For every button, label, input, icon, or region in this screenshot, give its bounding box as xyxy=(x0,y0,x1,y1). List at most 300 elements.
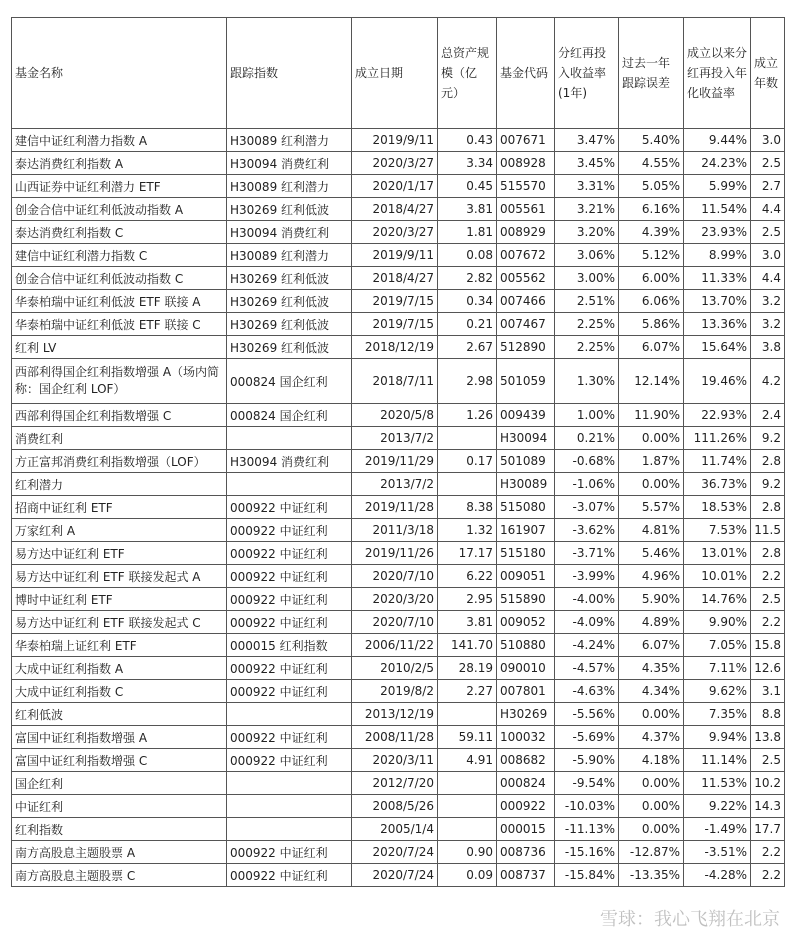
cell-fund-code: 501059 xyxy=(497,359,555,404)
cell-annualized-return: -3.51% xyxy=(684,841,751,864)
cell-years: 2.2 xyxy=(751,565,785,588)
cell-inception-date: 2006/11/22 xyxy=(352,634,438,657)
cell-tracking-error: 5.05% xyxy=(619,175,684,198)
cell-fund-code: 009439 xyxy=(497,404,555,427)
cell-fund-code: 512890 xyxy=(497,336,555,359)
cell-total-assets: 0.17 xyxy=(438,450,497,473)
cell-inception-date: 2018/12/19 xyxy=(352,336,438,359)
cell-inception-date: 2010/2/5 xyxy=(352,657,438,680)
table-row xyxy=(12,703,785,726)
cell-1y-return: -3.71% xyxy=(555,542,619,565)
cell-1y-return: -0.68% xyxy=(555,450,619,473)
cell-1y-return: 1.00% xyxy=(555,404,619,427)
cell-total-assets: 2.27 xyxy=(438,680,497,703)
table-row xyxy=(12,267,785,290)
cell-annualized-return: 11.53% xyxy=(684,772,751,795)
cell-tracking-error: 4.39% xyxy=(619,221,684,244)
cell-tracking-index xyxy=(227,795,352,818)
table-row xyxy=(12,542,785,565)
cell-inception-date: 2008/11/28 xyxy=(352,726,438,749)
cell-tracking-error: 4.34% xyxy=(619,680,684,703)
cell-1y-return: 3.20% xyxy=(555,221,619,244)
cell-years: 2.7 xyxy=(751,175,785,198)
cell-tracking-index: 000922 中证红利 xyxy=(227,864,352,887)
cell-tracking-index: H30269 红利低波 xyxy=(227,267,352,290)
cell-years: 9.2 xyxy=(751,473,785,496)
cell-tracking-index: 000922 中证红利 xyxy=(227,496,352,519)
cell-inception-date: 2020/7/24 xyxy=(352,841,438,864)
cell-tracking-error: 11.90% xyxy=(619,404,684,427)
cell-years: 2.5 xyxy=(751,152,785,175)
cell-fund-code: 515570 xyxy=(497,175,555,198)
cell-total-assets: 0.34 xyxy=(438,290,497,313)
cell-tracking-error: 0.00% xyxy=(619,473,684,496)
cell-fund-name: 建信中证红利潜力指数 A xyxy=(12,129,227,152)
cell-tracking-error: 6.07% xyxy=(619,336,684,359)
table-row xyxy=(12,772,785,795)
cell-fund-code: 100032 xyxy=(497,726,555,749)
cell-1y-return: -4.57% xyxy=(555,657,619,680)
cell-years: 2.4 xyxy=(751,404,785,427)
cell-fund-code: 007671 xyxy=(497,129,555,152)
cell-inception-date: 2019/11/29 xyxy=(352,450,438,473)
cell-inception-date: 2019/11/26 xyxy=(352,542,438,565)
cell-1y-return: -11.13% xyxy=(555,818,619,841)
cell-years: 2.5 xyxy=(751,588,785,611)
cell-fund-code: 510880 xyxy=(497,634,555,657)
cell-tracking-index: 000824 国企红利 xyxy=(227,359,352,404)
cell-fund-code: 161907 xyxy=(497,519,555,542)
cell-years: 3.8 xyxy=(751,336,785,359)
cell-1y-return: -15.84% xyxy=(555,864,619,887)
cell-annualized-return: 13.01% xyxy=(684,542,751,565)
cell-tracking-index: H30269 红利低波 xyxy=(227,313,352,336)
cell-fund-code: 009052 xyxy=(497,611,555,634)
cell-fund-name: 华泰柏瑞中证红利低波 ETF 联接 C xyxy=(12,313,227,336)
cell-annualized-return: 22.93% xyxy=(684,404,751,427)
cell-years: 3.2 xyxy=(751,313,785,336)
cell-fund-code: 515890 xyxy=(497,588,555,611)
cell-tracking-error: 5.86% xyxy=(619,313,684,336)
cell-years: 9.2 xyxy=(751,427,785,450)
cell-fund-name: 大成中证红利指数 C xyxy=(12,680,227,703)
cell-annualized-return: -4.28% xyxy=(684,864,751,887)
cell-total-assets: 3.81 xyxy=(438,198,497,221)
cell-tracking-error: 6.16% xyxy=(619,198,684,221)
cell-total-assets: 2.95 xyxy=(438,588,497,611)
cell-fund-name: 富国中证红利指数增强 A xyxy=(12,726,227,749)
table-row xyxy=(12,450,785,473)
cell-total-assets xyxy=(438,427,497,450)
table-row xyxy=(12,841,785,864)
cell-tracking-error: 4.35% xyxy=(619,657,684,680)
cell-tracking-index: H30089 红利潜力 xyxy=(227,175,352,198)
table-row xyxy=(12,221,785,244)
cell-years: 2.8 xyxy=(751,496,785,519)
cell-total-assets: 0.45 xyxy=(438,175,497,198)
cell-tracking-error: 4.55% xyxy=(619,152,684,175)
cell-tracking-error: 0.00% xyxy=(619,818,684,841)
cell-inception-date: 2012/7/20 xyxy=(352,772,438,795)
cell-1y-return: -3.99% xyxy=(555,565,619,588)
cell-annualized-return: 8.99% xyxy=(684,244,751,267)
cell-1y-return: 3.00% xyxy=(555,267,619,290)
cell-fund-name: 大成中证红利指数 A xyxy=(12,657,227,680)
watermark: 雪球：我心飞翔在北京 xyxy=(600,909,780,930)
cell-tracking-error: 1.87% xyxy=(619,450,684,473)
cell-inception-date: 2020/7/24 xyxy=(352,864,438,887)
cell-tracking-error: 6.07% xyxy=(619,634,684,657)
cell-1y-return: -4.63% xyxy=(555,680,619,703)
cell-tracking-index: H30089 红利潜力 xyxy=(227,129,352,152)
cell-annualized-return: 7.11% xyxy=(684,657,751,680)
cell-total-assets: 2.82 xyxy=(438,267,497,290)
cell-inception-date: 2019/11/28 xyxy=(352,496,438,519)
cell-tracking-index: 000922 中证红利 xyxy=(227,657,352,680)
cell-annualized-return: 15.64% xyxy=(684,336,751,359)
cell-fund-code: 000015 xyxy=(497,818,555,841)
cell-years: 10.2 xyxy=(751,772,785,795)
cell-tracking-index: 000922 中证红利 xyxy=(227,841,352,864)
fund-table xyxy=(11,17,785,887)
cell-fund-name: 易方达中证红利 ETF 联接发起式 A xyxy=(12,565,227,588)
cell-tracking-index: 000922 中证红利 xyxy=(227,749,352,772)
cell-fund-code: 007467 xyxy=(497,313,555,336)
table-row xyxy=(12,244,785,267)
cell-fund-name: 泰达消费红利指数 A xyxy=(12,152,227,175)
cell-inception-date: 2020/1/17 xyxy=(352,175,438,198)
cell-tracking-index: 000922 中证红利 xyxy=(227,611,352,634)
cell-total-assets: 141.70 xyxy=(438,634,497,657)
cell-total-assets: 3.34 xyxy=(438,152,497,175)
cell-annualized-return: 13.70% xyxy=(684,290,751,313)
table-row xyxy=(12,795,785,818)
cell-tracking-error: 12.14% xyxy=(619,359,684,404)
cell-tracking-index: 000922 中证红利 xyxy=(227,726,352,749)
cell-tracking-error: 5.57% xyxy=(619,496,684,519)
cell-inception-date: 2020/5/8 xyxy=(352,404,438,427)
cell-tracking-index: 000015 红利指数 xyxy=(227,634,352,657)
cell-fund-name: 中证红利 xyxy=(12,795,227,818)
cell-tracking-index xyxy=(227,427,352,450)
cell-fund-name: 招商中证红利 ETF xyxy=(12,496,227,519)
cell-tracking-error: 4.81% xyxy=(619,519,684,542)
cell-total-assets: 17.17 xyxy=(438,542,497,565)
cell-fund-code: 008928 xyxy=(497,152,555,175)
table-row xyxy=(12,198,785,221)
cell-fund-name: 易方达中证红利 ETF 联接发起式 C xyxy=(12,611,227,634)
cell-tracking-error: 6.00% xyxy=(619,267,684,290)
cell-years: 13.8 xyxy=(751,726,785,749)
cell-fund-code: H30089 xyxy=(497,473,555,496)
cell-annualized-return: 24.23% xyxy=(684,152,751,175)
table-row xyxy=(12,473,785,496)
table-row xyxy=(12,519,785,542)
cell-total-assets: 2.67 xyxy=(438,336,497,359)
table-row xyxy=(12,404,785,427)
cell-fund-name: 红利 LV xyxy=(12,336,227,359)
header-tracking-error: 过去一年跟踪误差 xyxy=(619,18,684,129)
cell-years: 3.0 xyxy=(751,129,785,152)
cell-years: 8.8 xyxy=(751,703,785,726)
cell-annualized-return: 7.53% xyxy=(684,519,751,542)
cell-tracking-error: -13.35% xyxy=(619,864,684,887)
cell-total-assets: 1.32 xyxy=(438,519,497,542)
cell-1y-return: -4.09% xyxy=(555,611,619,634)
cell-1y-return: 2.25% xyxy=(555,313,619,336)
cell-annualized-return: 7.35% xyxy=(684,703,751,726)
table-row xyxy=(12,313,785,336)
cell-total-assets: 4.91 xyxy=(438,749,497,772)
cell-1y-return: -4.24% xyxy=(555,634,619,657)
cell-tracking-index: H30269 红利低波 xyxy=(227,290,352,313)
cell-fund-name: 消费红利 xyxy=(12,427,227,450)
cell-tracking-index: 000922 中证红利 xyxy=(227,565,352,588)
cell-years: 2.2 xyxy=(751,611,785,634)
cell-annualized-return: 11.74% xyxy=(684,450,751,473)
cell-annualized-return: 13.36% xyxy=(684,313,751,336)
cell-total-assets: 0.90 xyxy=(438,841,497,864)
header-1y-return: 分红再投入收益率(1年) xyxy=(555,18,619,129)
cell-1y-return: -5.56% xyxy=(555,703,619,726)
cell-tracking-error: 4.18% xyxy=(619,749,684,772)
header-total-assets: 总资产规模（亿元） xyxy=(438,18,497,129)
cell-total-assets: 6.22 xyxy=(438,565,497,588)
cell-annualized-return: 9.62% xyxy=(684,680,751,703)
cell-annualized-return: 111.26% xyxy=(684,427,751,450)
cell-years: 3.1 xyxy=(751,680,785,703)
cell-inception-date: 2020/3/27 xyxy=(352,152,438,175)
cell-fund-code: 008737 xyxy=(497,864,555,887)
cell-inception-date: 2019/8/2 xyxy=(352,680,438,703)
cell-fund-code: 000824 xyxy=(497,772,555,795)
cell-fund-code: 090010 xyxy=(497,657,555,680)
cell-fund-code: 008682 xyxy=(497,749,555,772)
cell-fund-code: 000922 xyxy=(497,795,555,818)
cell-fund-name: 创金合信中证红利低波动指数 A xyxy=(12,198,227,221)
cell-tracking-error: 0.00% xyxy=(619,703,684,726)
cell-years: 4.2 xyxy=(751,359,785,404)
cell-fund-code: 007672 xyxy=(497,244,555,267)
table-row xyxy=(12,359,785,404)
cell-tracking-error: 5.46% xyxy=(619,542,684,565)
cell-inception-date: 2020/3/20 xyxy=(352,588,438,611)
table-row xyxy=(12,129,785,152)
cell-tracking-index: H30269 红利低波 xyxy=(227,198,352,221)
cell-annualized-return: 19.46% xyxy=(684,359,751,404)
cell-annualized-return: 10.01% xyxy=(684,565,751,588)
cell-inception-date: 2020/7/10 xyxy=(352,565,438,588)
cell-tracking-index xyxy=(227,473,352,496)
cell-years: 15.8 xyxy=(751,634,785,657)
cell-annualized-return: 11.54% xyxy=(684,198,751,221)
cell-fund-name: 建信中证红利潜力指数 C xyxy=(12,244,227,267)
cell-tracking-index: 000922 中证红利 xyxy=(227,588,352,611)
cell-total-assets: 59.11 xyxy=(438,726,497,749)
table-row xyxy=(12,290,785,313)
cell-total-assets xyxy=(438,703,497,726)
cell-inception-date: 2008/5/26 xyxy=(352,795,438,818)
cell-years: 2.2 xyxy=(751,841,785,864)
cell-fund-name: 方正富邦消费红利指数增强（LOF） xyxy=(12,450,227,473)
cell-1y-return: 2.51% xyxy=(555,290,619,313)
cell-years: 2.5 xyxy=(751,749,785,772)
cell-tracking-index: H30094 消费红利 xyxy=(227,450,352,473)
cell-fund-name: 国企红利 xyxy=(12,772,227,795)
header-row xyxy=(12,18,785,129)
cell-fund-code: 009051 xyxy=(497,565,555,588)
cell-tracking-index: 000922 中证红利 xyxy=(227,542,352,565)
cell-tracking-error: 0.00% xyxy=(619,795,684,818)
cell-years: 3.2 xyxy=(751,290,785,313)
cell-years: 2.8 xyxy=(751,542,785,565)
cell-inception-date: 2013/7/2 xyxy=(352,427,438,450)
cell-inception-date: 2020/7/10 xyxy=(352,611,438,634)
header-annualized-return: 成立以来分红再投入年化收益率 xyxy=(684,18,751,129)
cell-1y-return: -3.62% xyxy=(555,519,619,542)
cell-fund-code: 008929 xyxy=(497,221,555,244)
cell-annualized-return: 5.99% xyxy=(684,175,751,198)
cell-1y-return: 1.30% xyxy=(555,359,619,404)
cell-annualized-return: 9.94% xyxy=(684,726,751,749)
cell-1y-return: 2.25% xyxy=(555,336,619,359)
cell-years: 11.5 xyxy=(751,519,785,542)
cell-total-assets: 2.98 xyxy=(438,359,497,404)
cell-inception-date: 2018/7/11 xyxy=(352,359,438,404)
cell-fund-name: 红利低波 xyxy=(12,703,227,726)
table-row xyxy=(12,680,785,703)
cell-1y-return: 3.21% xyxy=(555,198,619,221)
cell-total-assets xyxy=(438,772,497,795)
cell-fund-name: 西部利得国企红利指数增强 A（场内简称：国企红利 LOF） xyxy=(12,359,227,404)
cell-annualized-return: 23.93% xyxy=(684,221,751,244)
header-inception-date: 成立日期 xyxy=(352,18,438,129)
cell-fund-code: 005562 xyxy=(497,267,555,290)
cell-total-assets xyxy=(438,473,497,496)
cell-years: 3.0 xyxy=(751,244,785,267)
cell-fund-name: 南方高股息主题股票 A xyxy=(12,841,227,864)
header-tracking-index: 跟踪指数 xyxy=(227,18,352,129)
cell-fund-name: 富国中证红利指数增强 C xyxy=(12,749,227,772)
table-row xyxy=(12,634,785,657)
cell-1y-return: -9.54% xyxy=(555,772,619,795)
cell-tracking-index: H30089 红利潜力 xyxy=(227,244,352,267)
cell-inception-date: 2005/1/4 xyxy=(352,818,438,841)
cell-years: 4.4 xyxy=(751,267,785,290)
cell-fund-code: 007466 xyxy=(497,290,555,313)
cell-tracking-index: H30094 消费红利 xyxy=(227,152,352,175)
cell-tracking-error: 4.89% xyxy=(619,611,684,634)
cell-annualized-return: 9.90% xyxy=(684,611,751,634)
cell-total-assets: 28.19 xyxy=(438,657,497,680)
cell-total-assets xyxy=(438,818,497,841)
cell-tracking-error: -12.87% xyxy=(619,841,684,864)
cell-inception-date: 2011/3/18 xyxy=(352,519,438,542)
cell-tracking-index: H30269 红利低波 xyxy=(227,336,352,359)
cell-years: 4.4 xyxy=(751,198,785,221)
cell-inception-date: 2019/7/15 xyxy=(352,313,438,336)
cell-inception-date: 2013/12/19 xyxy=(352,703,438,726)
cell-1y-return: 3.31% xyxy=(555,175,619,198)
cell-tracking-error: 4.37% xyxy=(619,726,684,749)
cell-fund-code: 005561 xyxy=(497,198,555,221)
cell-inception-date: 2019/9/11 xyxy=(352,129,438,152)
cell-1y-return: 3.47% xyxy=(555,129,619,152)
cell-total-assets: 0.43 xyxy=(438,129,497,152)
cell-inception-date: 2013/7/2 xyxy=(352,473,438,496)
cell-years: 2.8 xyxy=(751,450,785,473)
cell-tracking-index: 000922 中证红利 xyxy=(227,519,352,542)
cell-fund-name: 华泰柏瑞中证红利低波 ETF 联接 A xyxy=(12,290,227,313)
cell-1y-return: -4.00% xyxy=(555,588,619,611)
cell-fund-code: 515080 xyxy=(497,496,555,519)
cell-tracking-index xyxy=(227,818,352,841)
cell-fund-name: 易方达中证红利 ETF xyxy=(12,542,227,565)
cell-inception-date: 2018/4/27 xyxy=(352,198,438,221)
table-row xyxy=(12,657,785,680)
cell-tracking-index: 000824 国企红利 xyxy=(227,404,352,427)
cell-inception-date: 2019/7/15 xyxy=(352,290,438,313)
cell-annualized-return: 11.33% xyxy=(684,267,751,290)
cell-fund-name: 西部利得国企红利指数增强 C xyxy=(12,404,227,427)
cell-tracking-error: 5.12% xyxy=(619,244,684,267)
cell-tracking-index xyxy=(227,772,352,795)
header-fund-code: 基金代码 xyxy=(497,18,555,129)
table-row xyxy=(12,588,785,611)
cell-inception-date: 2019/9/11 xyxy=(352,244,438,267)
cell-annualized-return: 7.05% xyxy=(684,634,751,657)
header-fund-name: 基金名称 xyxy=(12,18,227,129)
cell-annualized-return: 11.14% xyxy=(684,749,751,772)
cell-fund-name: 博时中证红利 ETF xyxy=(12,588,227,611)
cell-years: 17.7 xyxy=(751,818,785,841)
cell-1y-return: 3.06% xyxy=(555,244,619,267)
cell-fund-name: 山西证券中证红利潜力 ETF xyxy=(12,175,227,198)
cell-total-assets: 0.08 xyxy=(438,244,497,267)
cell-fund-code: H30269 xyxy=(497,703,555,726)
cell-tracking-index: H30094 消费红利 xyxy=(227,221,352,244)
cell-total-assets xyxy=(438,795,497,818)
table-row xyxy=(12,175,785,198)
cell-inception-date: 2020/3/27 xyxy=(352,221,438,244)
table-row xyxy=(12,864,785,887)
header-years: 成立年数 xyxy=(751,18,785,129)
table-row xyxy=(12,336,785,359)
cell-1y-return: 0.21% xyxy=(555,427,619,450)
cell-annualized-return: 14.76% xyxy=(684,588,751,611)
cell-1y-return: -5.69% xyxy=(555,726,619,749)
cell-tracking-error: 0.00% xyxy=(619,772,684,795)
table-row xyxy=(12,818,785,841)
cell-annualized-return: 9.22% xyxy=(684,795,751,818)
table-row xyxy=(12,726,785,749)
cell-annualized-return: 9.44% xyxy=(684,129,751,152)
table-row xyxy=(12,749,785,772)
cell-tracking-error: 6.06% xyxy=(619,290,684,313)
cell-fund-code: 008736 xyxy=(497,841,555,864)
cell-annualized-return: -1.49% xyxy=(684,818,751,841)
table-row xyxy=(12,496,785,519)
table-row xyxy=(12,427,785,450)
cell-years: 2.2 xyxy=(751,864,785,887)
table-row xyxy=(12,611,785,634)
cell-tracking-error: 0.00% xyxy=(619,427,684,450)
cell-years: 12.6 xyxy=(751,657,785,680)
cell-tracking-error: 5.40% xyxy=(619,129,684,152)
cell-fund-code: 501089 xyxy=(497,450,555,473)
cell-total-assets: 1.26 xyxy=(438,404,497,427)
cell-inception-date: 2018/4/27 xyxy=(352,267,438,290)
